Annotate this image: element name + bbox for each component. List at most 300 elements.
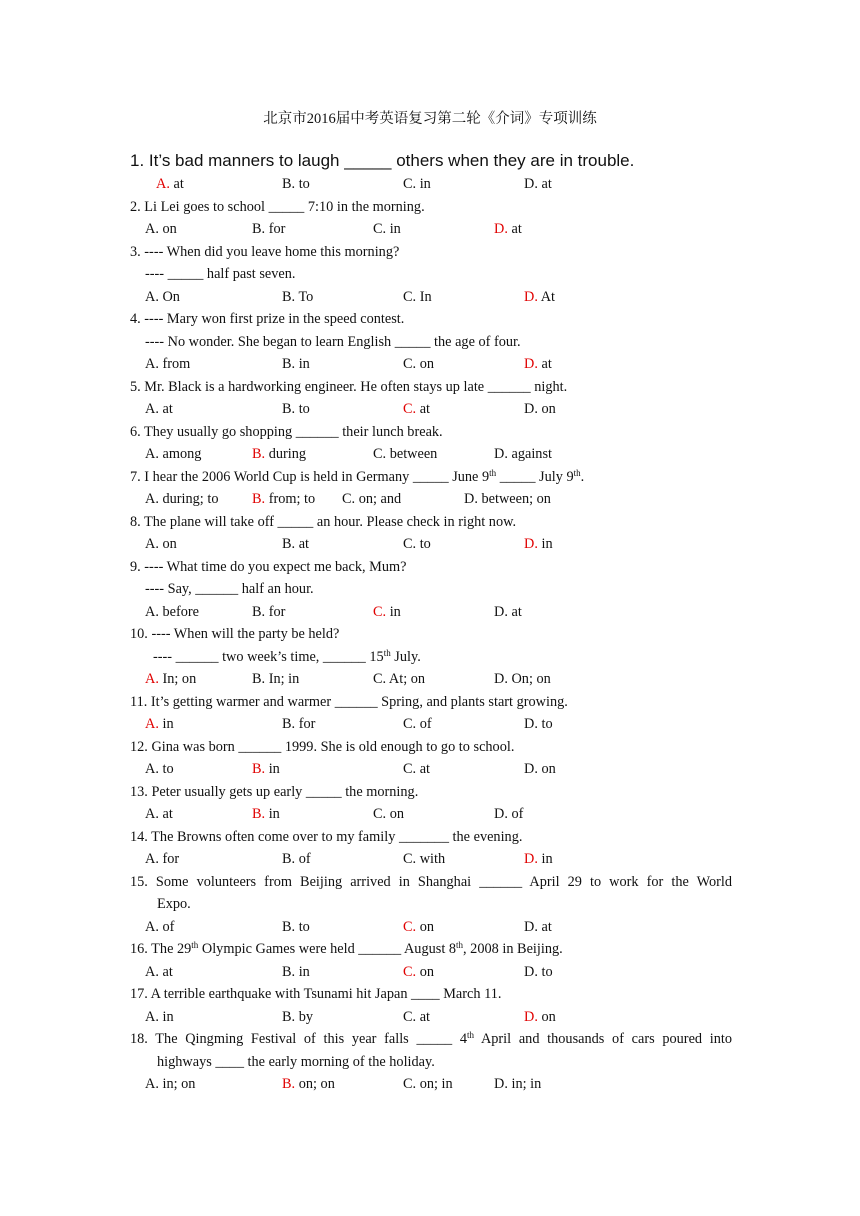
option-d xyxy=(524,848,553,871)
question-2-text-line-1 xyxy=(130,196,732,219)
question-3-text-line-1 xyxy=(130,241,732,264)
option-b xyxy=(252,668,299,691)
option-text: for xyxy=(158,851,180,867)
option-text: on xyxy=(537,761,556,777)
options-row xyxy=(130,1006,732,1029)
question-2 xyxy=(130,196,732,241)
option-text: to xyxy=(295,176,310,192)
option-letter: C. xyxy=(342,491,356,507)
question-15-text-line-1 xyxy=(130,871,732,894)
option-text: of xyxy=(158,918,175,935)
option-text: at xyxy=(507,603,522,620)
option-text: to xyxy=(295,918,310,935)
option-text: in xyxy=(295,356,310,372)
option-text: on xyxy=(537,1008,556,1025)
options-row xyxy=(130,601,732,624)
option-letter: A. xyxy=(145,356,159,372)
answer-letter: A. xyxy=(145,716,159,732)
answer-letter: D. xyxy=(524,356,538,372)
option-text: in xyxy=(537,851,553,867)
answer-letter: D. xyxy=(524,851,538,867)
option-text: against xyxy=(507,446,552,462)
option-letter: B. xyxy=(282,288,296,305)
option-d xyxy=(494,601,522,624)
option-text: on xyxy=(416,963,434,980)
answer-letter: D. xyxy=(524,1008,538,1025)
option-text: at xyxy=(416,1008,431,1025)
option-d xyxy=(524,533,553,556)
question-12 xyxy=(130,736,732,781)
question-text: 3. ---- When did you leave home this morning? xyxy=(130,243,400,260)
option-a xyxy=(145,1073,195,1096)
question-text: 12. Gina was born ______ 1999. She is old enough to go to school. xyxy=(130,738,515,755)
question-text: ---- No wonder. She began to learn English _____ the age of four. xyxy=(145,333,521,350)
question-10-text-line-2 xyxy=(130,646,732,669)
option-text: to xyxy=(416,536,431,552)
option-letter: B. xyxy=(282,716,296,732)
option-d xyxy=(494,218,522,241)
option-text: between; on xyxy=(477,491,551,507)
option-b xyxy=(282,961,310,984)
option-letter: B. xyxy=(252,603,266,620)
option-d xyxy=(524,916,552,939)
option-letter: D. xyxy=(524,918,538,935)
option-letter: B. xyxy=(282,401,296,417)
option-text: to xyxy=(158,761,174,777)
option-letter: D. xyxy=(494,603,508,620)
options-row xyxy=(130,398,732,421)
option-b xyxy=(252,803,280,826)
question-18-text-line-2 xyxy=(130,1051,732,1074)
option-text: At xyxy=(537,288,555,305)
option-b xyxy=(252,218,285,241)
option-d xyxy=(464,488,551,511)
option-letter: B. xyxy=(282,851,296,867)
question-4 xyxy=(130,308,732,376)
options-row xyxy=(130,443,732,466)
options-row xyxy=(130,668,732,691)
option-text: in xyxy=(386,603,401,620)
option-letter: A. xyxy=(145,851,159,867)
question-text: ---- _____ half past seven. xyxy=(145,266,296,282)
question-11-text-line-1 xyxy=(130,691,732,714)
option-c xyxy=(373,803,404,826)
question-text: 7. I hear the 2006 World Cup is held in Germany _____ June 9 xyxy=(130,468,490,485)
option-letter: A. xyxy=(145,603,159,620)
option-text: from; to xyxy=(265,491,316,507)
option-text: for xyxy=(265,221,286,237)
option-text: on xyxy=(386,806,404,822)
option-text: at xyxy=(158,806,173,822)
option-text: In; in xyxy=(265,671,300,687)
option-text: at xyxy=(537,176,552,192)
option-c xyxy=(403,533,431,556)
question-9 xyxy=(130,556,732,624)
option-letter: C. xyxy=(373,446,387,462)
option-b xyxy=(252,758,280,781)
option-a xyxy=(145,218,177,241)
option-letter: D. xyxy=(524,176,538,192)
option-text: At; on xyxy=(386,671,426,687)
option-a xyxy=(145,398,173,421)
option-text: in xyxy=(537,536,553,552)
question-text: 13. Peter usually gets up early _____ the morning. xyxy=(130,783,419,800)
option-b xyxy=(282,353,310,376)
option-letter: D. xyxy=(494,671,508,687)
option-text: of xyxy=(507,806,524,822)
option-a xyxy=(145,758,174,781)
question-text: Olympic Games were held ______ August 8 xyxy=(198,941,457,957)
option-d xyxy=(524,398,556,421)
question-text: _____ July 9 xyxy=(496,468,574,485)
option-letter: D. xyxy=(464,491,478,507)
options-row xyxy=(130,848,732,871)
question-9-text-line-1 xyxy=(130,556,732,579)
options-row xyxy=(130,286,732,309)
option-c xyxy=(403,398,430,421)
option-letter: C. xyxy=(403,716,417,732)
option-letter: B. xyxy=(252,221,266,237)
question-15 xyxy=(130,871,732,939)
option-b xyxy=(252,601,285,624)
option-letter: B. xyxy=(282,176,296,192)
question-text: 10. ---- When will the party be held? xyxy=(130,626,340,642)
question-4-text-line-2 xyxy=(130,331,732,354)
option-text: on xyxy=(416,356,434,372)
question-1-text-line-1 xyxy=(130,148,732,173)
question-10-text-line-1 xyxy=(130,623,732,646)
question-4-text-line-1 xyxy=(130,308,732,331)
option-a xyxy=(145,488,218,511)
option-letter: C. xyxy=(403,356,417,372)
option-text: of xyxy=(416,716,432,732)
answer-letter: D. xyxy=(524,288,538,305)
option-text: On; on xyxy=(507,671,551,687)
question-8 xyxy=(130,511,732,556)
option-b xyxy=(282,173,310,196)
option-text: at xyxy=(169,176,184,192)
option-text: during xyxy=(265,446,307,462)
option-d xyxy=(524,173,552,196)
question-text: . xyxy=(580,468,585,485)
option-letter: D. xyxy=(524,963,538,980)
question-list xyxy=(130,148,732,1096)
question-text: highways ____ the early morning of the holiday. xyxy=(157,1053,435,1070)
option-d xyxy=(524,758,556,781)
option-text: on xyxy=(537,401,556,417)
option-b xyxy=(252,488,315,511)
question-13-text-line-1 xyxy=(130,781,732,804)
option-c xyxy=(373,668,425,691)
option-letter: B. xyxy=(282,536,296,552)
options-row xyxy=(130,713,732,736)
option-letter: A. xyxy=(145,761,159,777)
question-10 xyxy=(130,623,732,691)
option-text: for xyxy=(265,603,286,620)
question-text: ---- ______ two week’s time, ______ 15 xyxy=(153,648,384,665)
option-d xyxy=(524,1006,556,1029)
answer-letter: A. xyxy=(145,671,159,687)
option-c xyxy=(373,601,401,624)
option-text: to xyxy=(295,401,310,417)
option-text: To xyxy=(295,288,314,305)
option-a xyxy=(145,803,173,826)
option-d xyxy=(494,668,551,691)
question-18 xyxy=(130,1028,732,1096)
option-letter: D. xyxy=(524,401,538,417)
question-text: 16. The 29 xyxy=(130,941,192,957)
option-letter: A. xyxy=(145,221,159,237)
option-text: at xyxy=(158,401,173,417)
option-c xyxy=(403,286,432,309)
option-text: to xyxy=(537,963,553,980)
question-16-text-line-1 xyxy=(130,938,732,961)
question-14-text-line-1 xyxy=(130,826,732,849)
option-text: during; to xyxy=(158,491,219,507)
options-row xyxy=(130,758,732,781)
superscript: th xyxy=(467,1030,475,1040)
option-text: by xyxy=(295,1008,313,1025)
option-text: in; in xyxy=(507,1076,542,1092)
option-d xyxy=(494,803,523,826)
option-a xyxy=(145,713,174,736)
option-a xyxy=(145,353,190,376)
option-text: on; in xyxy=(416,1076,453,1092)
option-letter: A. xyxy=(145,963,159,980)
answer-letter: B. xyxy=(252,491,266,507)
question-text: July. xyxy=(390,648,421,665)
question-6-text-line-1 xyxy=(130,421,732,444)
option-text: at xyxy=(416,401,431,417)
option-text: in xyxy=(295,963,310,980)
answer-letter: C. xyxy=(403,401,417,417)
option-letter: A. xyxy=(145,401,159,417)
question-1 xyxy=(130,148,732,196)
answer-letter: C. xyxy=(403,918,417,935)
option-text: with xyxy=(416,851,446,867)
option-letter: C. xyxy=(403,288,417,305)
option-letter: C. xyxy=(403,536,417,552)
option-text: among xyxy=(158,446,202,462)
option-a xyxy=(156,173,184,196)
option-text: to xyxy=(537,716,553,732)
answer-letter: B. xyxy=(252,446,266,462)
option-letter: C. xyxy=(403,1076,417,1092)
option-a xyxy=(145,601,199,624)
option-text: in; on xyxy=(158,1076,196,1092)
option-b xyxy=(282,1006,313,1029)
option-text: On xyxy=(158,288,180,305)
option-letter: A. xyxy=(145,491,159,507)
option-letter: A. xyxy=(145,288,159,305)
option-letter: D. xyxy=(494,446,508,462)
option-letter: D. xyxy=(494,806,508,822)
option-text: in xyxy=(158,1008,174,1025)
question-16 xyxy=(130,938,732,983)
option-d xyxy=(524,353,552,376)
answer-letter: B. xyxy=(282,1076,296,1092)
option-text: In; on xyxy=(158,671,197,687)
question-11 xyxy=(130,691,732,736)
question-text: 4. ---- Mary won first prize in the speed contest. xyxy=(130,311,405,327)
question-text: 6. They usually go shopping ______ their lunch break. xyxy=(130,423,443,440)
answer-letter: D. xyxy=(494,221,508,237)
option-letter: C. xyxy=(403,176,417,192)
option-text: on xyxy=(158,536,177,552)
option-letter: D. xyxy=(494,1076,508,1092)
option-text: at xyxy=(158,963,173,980)
question-text: 1. It’s bad manners to laugh _____ others when they are in trouble. xyxy=(130,151,635,170)
options-row xyxy=(130,1073,732,1096)
option-letter: C. xyxy=(373,671,387,687)
option-letter: A. xyxy=(145,918,159,935)
option-text: at xyxy=(295,536,310,552)
option-a xyxy=(145,668,196,691)
option-c xyxy=(403,961,434,984)
question-18-text-line-1 xyxy=(130,1028,732,1051)
option-text: at xyxy=(537,356,552,372)
question-text: 18. The Qingming Festival of this year falls _____ 4 xyxy=(130,1031,468,1047)
options-row xyxy=(130,803,732,826)
option-text: at xyxy=(416,761,431,777)
option-text: on xyxy=(158,221,177,237)
option-letter: C. xyxy=(403,851,417,867)
superscript: th xyxy=(383,647,391,658)
question-14 xyxy=(130,826,732,871)
option-text: in xyxy=(265,761,280,777)
option-c xyxy=(403,1006,430,1029)
option-text: in xyxy=(158,716,174,732)
question-7-text-line-1 xyxy=(130,466,732,489)
answer-letter: B. xyxy=(252,761,266,777)
options-row xyxy=(130,353,732,376)
option-a xyxy=(145,848,179,871)
question-7 xyxy=(130,466,732,511)
superscript: th xyxy=(573,467,581,478)
option-c xyxy=(373,218,401,241)
option-c xyxy=(403,713,432,736)
option-d xyxy=(494,1073,541,1096)
question-text: 14. The Browns often come over to my family _______ the evening. xyxy=(130,828,523,845)
option-text: on; on xyxy=(295,1076,335,1092)
option-a xyxy=(145,961,173,984)
option-text: at xyxy=(537,918,552,935)
option-d xyxy=(524,713,553,736)
question-text: 8. The plane will take off _____ an hour. Please check in right now. xyxy=(130,513,517,530)
question-6 xyxy=(130,421,732,466)
question-9-text-line-2 xyxy=(130,578,732,601)
option-b xyxy=(282,1073,335,1096)
question-5-text-line-1 xyxy=(130,376,732,399)
option-text: between xyxy=(386,446,438,462)
option-letter: C. xyxy=(373,806,387,822)
option-a xyxy=(145,443,201,466)
options-row xyxy=(130,173,732,196)
question-17 xyxy=(130,983,732,1028)
option-b xyxy=(282,398,310,421)
options-row xyxy=(130,961,732,984)
question-text: , 2008 in Beijing. xyxy=(463,941,563,957)
option-text: on; and xyxy=(355,491,402,507)
options-row xyxy=(130,916,732,939)
option-letter: C. xyxy=(373,221,387,237)
option-b xyxy=(282,713,315,736)
option-a xyxy=(145,286,180,309)
option-letter: D. xyxy=(524,761,538,777)
superscript: th xyxy=(489,467,497,478)
option-b xyxy=(282,848,311,871)
option-c xyxy=(403,1073,453,1096)
option-letter: B. xyxy=(282,963,296,980)
option-text: before xyxy=(158,603,199,620)
option-letter: B. xyxy=(282,356,296,372)
option-letter: B. xyxy=(252,671,266,687)
question-3-text-line-2 xyxy=(130,263,732,286)
question-text: April and thousands of cars poured into xyxy=(474,1031,733,1047)
option-text: from xyxy=(158,356,191,372)
option-letter: A. xyxy=(145,1076,159,1092)
option-letter: C. xyxy=(403,1008,417,1025)
question-3 xyxy=(130,241,732,309)
question-text: 2. Li Lei goes to school _____ 7:10 in the morning. xyxy=(130,198,425,215)
option-text: in xyxy=(386,221,401,237)
option-letter: A. xyxy=(145,806,159,822)
option-letter: D. xyxy=(524,716,538,732)
option-text: for xyxy=(295,716,316,732)
question-12-text-line-1 xyxy=(130,736,732,759)
option-text: on xyxy=(416,918,434,935)
question-text: 9. ---- What time do you expect me back, Mum? xyxy=(130,558,407,575)
option-letter: A. xyxy=(145,1008,159,1025)
question-8-text-line-1 xyxy=(130,511,732,534)
option-c xyxy=(403,353,434,376)
option-c xyxy=(342,488,401,511)
page-title: 北京市2016届中考英语复习第二轮《介词》专项训练 xyxy=(263,111,597,127)
option-c xyxy=(403,848,445,871)
option-c xyxy=(403,173,431,196)
answer-letter: C. xyxy=(403,963,417,980)
option-c xyxy=(403,758,430,781)
option-letter: A. xyxy=(145,446,159,462)
option-c xyxy=(403,916,434,939)
answer-letter: A. xyxy=(156,176,170,192)
options-row xyxy=(130,533,732,556)
question-17-text-line-1 xyxy=(130,983,732,1006)
question-text: Expo. xyxy=(157,896,191,912)
question-text: 17. A terrible earthquake with Tsunami hit Japan ____ March 11. xyxy=(130,986,502,1002)
answer-letter: C. xyxy=(373,603,387,620)
option-b xyxy=(282,533,309,556)
answer-letter: D. xyxy=(524,536,538,552)
option-letter: A. xyxy=(145,536,159,552)
option-a xyxy=(145,1006,174,1029)
question-13 xyxy=(130,781,732,826)
question-text: 15. Some volunteers from Beijing arrived in Shanghai ______ April 29 to work for the World xyxy=(130,873,732,890)
options-row xyxy=(130,488,732,511)
option-a xyxy=(145,916,174,939)
option-b xyxy=(282,916,310,939)
option-text: of xyxy=(295,851,311,867)
question-text: 11. It’s getting warmer and warmer ______ Spring, and plants start growing. xyxy=(130,693,568,710)
question-15-text-line-2 xyxy=(130,893,732,916)
option-d xyxy=(524,286,555,309)
answer-letter: B. xyxy=(252,806,266,822)
option-d xyxy=(494,443,552,466)
options-row xyxy=(130,218,732,241)
option-text: In xyxy=(416,288,432,305)
option-b xyxy=(252,443,306,466)
option-letter: C. xyxy=(403,761,417,777)
